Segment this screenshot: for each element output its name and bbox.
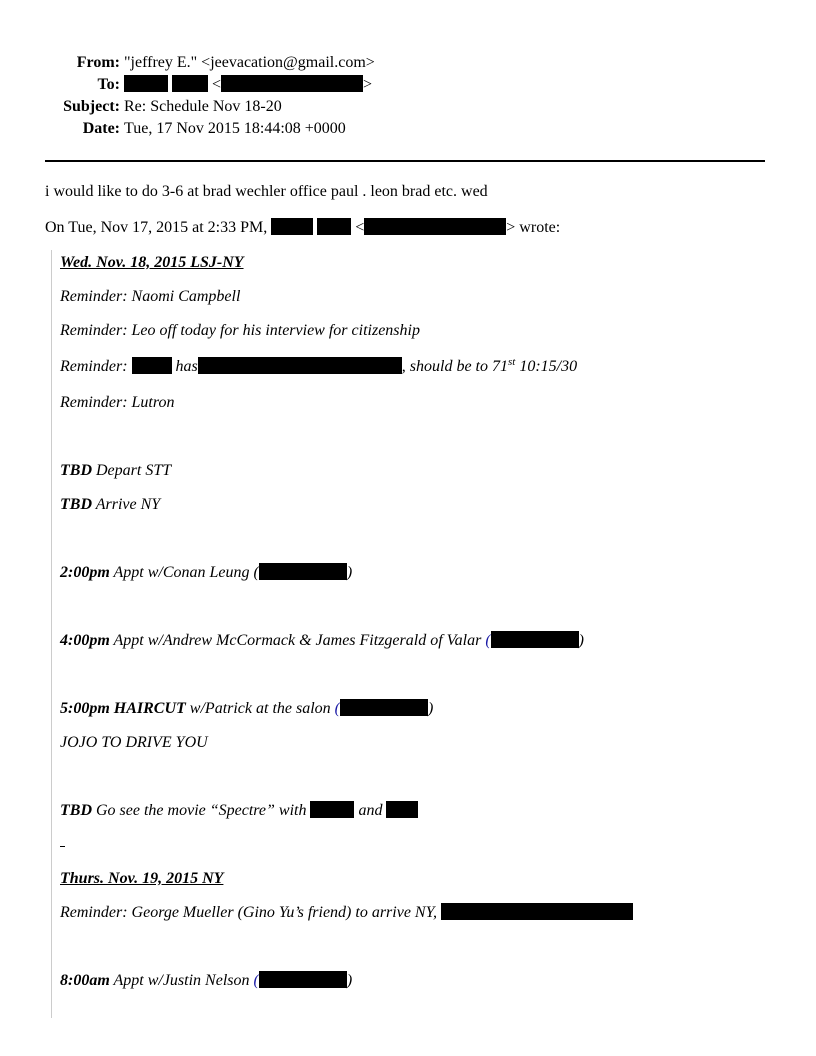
- reminder-naomi: Reminder: Naomi Campbell: [60, 288, 241, 305]
- appt-text: w/Patrick at the salon: [185, 700, 335, 717]
- day-heading-thurs: Thurs. Nov. 19, 2015 NY: [60, 870, 224, 887]
- redaction: [124, 75, 168, 92]
- redaction: [271, 218, 313, 235]
- date-label: Date:: [82, 120, 120, 137]
- tbd-arrive: [60, 495, 160, 515]
- paren-open: (: [334, 700, 340, 717]
- redaction: [221, 75, 363, 92]
- tbd-label: TBD: [60, 462, 92, 479]
- redaction: [132, 357, 172, 374]
- appt-time: 4:00pm: [60, 632, 110, 649]
- tbd-depart: [60, 461, 171, 481]
- reminder-george: [60, 903, 633, 923]
- appt-text: Appt w/Conan Leung (: [109, 564, 259, 581]
- paren-close: ): [578, 632, 584, 649]
- to-lt: <: [212, 76, 222, 93]
- tbd-text: Depart STT: [92, 462, 172, 479]
- from-value: "jeffrey E." <jeevacation@gmail.com>: [124, 54, 375, 71]
- appt-justin: [60, 971, 352, 991]
- and-word: and: [358, 802, 383, 819]
- tbd-label: TBD: [60, 496, 92, 513]
- redaction: [259, 971, 347, 988]
- attribution-line: [45, 218, 560, 238]
- to-value: [124, 74, 372, 96]
- to-gt: >: [363, 76, 373, 93]
- to-label: To:: [97, 76, 120, 93]
- separator-dash: [60, 846, 65, 847]
- redaction: [364, 218, 506, 235]
- appt-valar: [60, 631, 584, 651]
- redaction: [317, 218, 351, 235]
- redaction: [310, 801, 354, 818]
- day-heading-wed: Wed. Nov. 18, 2015 LSJ-NY: [60, 254, 244, 271]
- reminder-redacted: [60, 357, 577, 377]
- appt-time: 5:00pm HAIRCUT: [60, 700, 186, 717]
- appt-haircut: [60, 699, 433, 719]
- jojo-note: JOJO TO DRIVE YOU: [60, 734, 208, 751]
- paren-close: ): [346, 564, 353, 581]
- has-word: has: [175, 358, 198, 375]
- reminder-time: 10:15/30: [515, 358, 578, 375]
- attribution-lt: <: [355, 219, 365, 236]
- redaction: [491, 631, 579, 648]
- reminder-leo: Reminder: Leo off today for his interview for citizenship: [60, 322, 420, 339]
- appt-time: 2:00pm: [60, 564, 110, 581]
- tbd-text: Go see the movie “Spectre” with: [92, 802, 307, 819]
- reminder-lutron: Reminder: Lutron: [60, 394, 175, 411]
- subject-value: Re: Schedule Nov 18-20: [124, 98, 282, 115]
- reminder-text: , should be to 71: [401, 358, 508, 375]
- paren-close: ): [346, 972, 353, 989]
- tbd-label: TBD: [60, 802, 92, 819]
- appt-text: Appt w/Andrew McCormack & James Fitzgerald of Valar: [109, 632, 486, 649]
- paren-open: (: [253, 972, 259, 989]
- quote-bar: [51, 250, 52, 1018]
- reply-text: i would like to do 3-6 at brad wechler office paul . leon brad etc. wed: [45, 183, 488, 200]
- paren-close: ): [428, 700, 434, 717]
- redaction: [259, 563, 347, 580]
- tbd-movie: [60, 801, 418, 821]
- superscript: st: [507, 356, 516, 368]
- appt-time: 8:00am: [60, 972, 110, 989]
- redaction: [172, 75, 208, 92]
- reminder-label: Reminder:: [60, 358, 128, 375]
- appt-text: Appt w/Justin Nelson: [109, 972, 254, 989]
- header-divider: [45, 160, 765, 162]
- subject-label: Subject:: [63, 98, 120, 115]
- redaction: [198, 357, 402, 374]
- attribution-end: > wrote:: [506, 219, 561, 236]
- appt-conan: [60, 563, 352, 583]
- attribution-start: On Tue, Nov 17, 2015 at 2:33 PM,: [45, 219, 268, 236]
- redaction: [441, 903, 633, 920]
- date-value: Tue, 17 Nov 2015 18:44:08 +0000: [124, 120, 346, 137]
- redaction: [386, 801, 418, 818]
- redaction: [340, 699, 428, 716]
- tbd-text: Arrive NY: [92, 496, 161, 513]
- paren-open: (: [485, 632, 491, 649]
- from-label: From:: [76, 54, 120, 71]
- reminder-text: Reminder: George Mueller (Gino Yu’s friend) to arrive NY,: [60, 904, 438, 921]
